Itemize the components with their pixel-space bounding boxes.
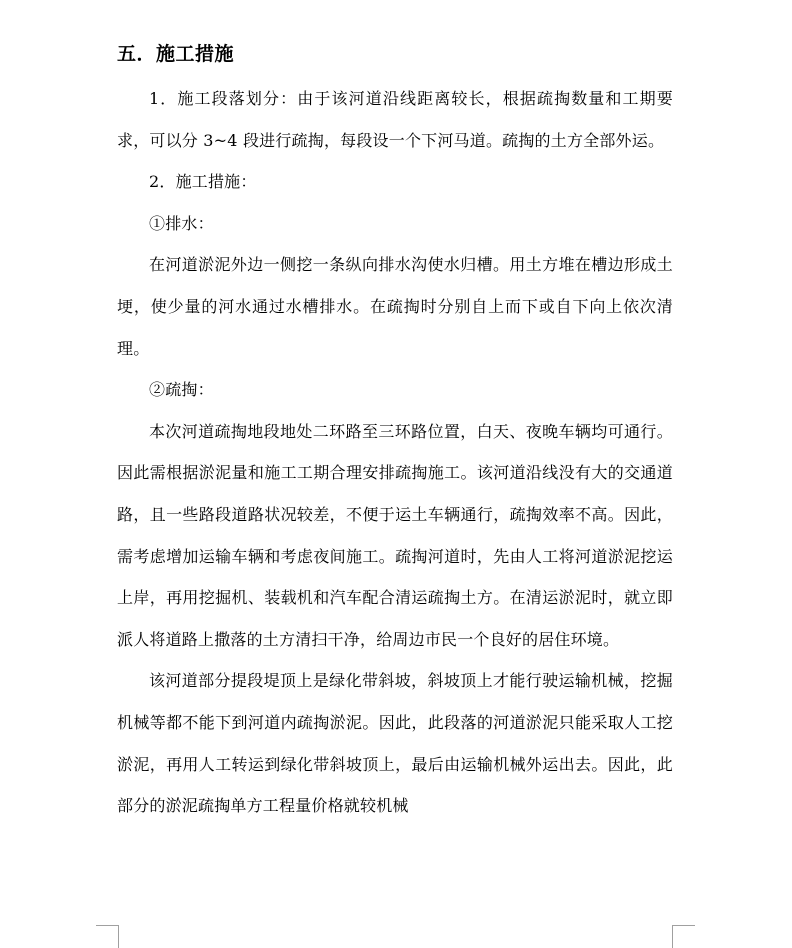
paragraph-drainage-body: 在河道淤泥外边一侧挖一条纵向排水沟使水归槽。用土方堆在槽边形成土埂，使少量的河水通过水槽排水。在疏掏时分别自上而下或自下向上依次清理。 xyxy=(117,255,673,358)
paragraph-construction-measures: 2．施工措施： xyxy=(149,172,257,192)
paragraph-embankment-body: 该河道部分提段堤顶上是绿化带斜坡，斜坡顶上才能行驶运输机械，挖掘机械等都不能下到河道内疏掏淤泥。因此，此段落的河道淤泥只能采取人工挖淤泥，再用人工转运到绿化带斜坡顶上，最后由运输机械外运出去。因此，此部分的淤泥疏掏单方工程量价格就较机械 xyxy=(117,671,673,816)
paragraph-dredging-body: 本次河道疏掏地段地处二环路至三环路位置，白天、夜晚车辆均可通行。因此需根据淤泥量和施工工期合理安排疏掏施工。该河道沿线没有大的交通道路，且一些路段道路状况较差，不便于运土车辆通行，疏掏效率不高。因此，需考虑增加运输车辆和考虑夜间施工。疏掏河道时，先由人工将河道淤泥挖运上岸，再用挖掘机、装载机和汽车配合清运疏掏土方。在清运淤泥时，就立即派人将道路上撒落的土方清扫干净，给周边市民一个良好的居住环境。 xyxy=(117,421,673,649)
paragraph-dredging-title: ②疏掏： xyxy=(149,380,214,400)
margin-corner-mark-right xyxy=(672,925,695,948)
document-body xyxy=(117,40,673,827)
paragraph-section-division: 1．施工段落划分：由于该河道沿线距离较长，根据疏掏数量和工期要求，可以分 3~4 段进行疏掏，每段设一个下河马道。疏掏的土方全部外运。 xyxy=(117,89,673,150)
section-heading: 五．施工措施 xyxy=(117,43,235,65)
paragraph-drainage-title: ①排水： xyxy=(149,213,214,233)
margin-corner-mark-left xyxy=(96,925,119,948)
